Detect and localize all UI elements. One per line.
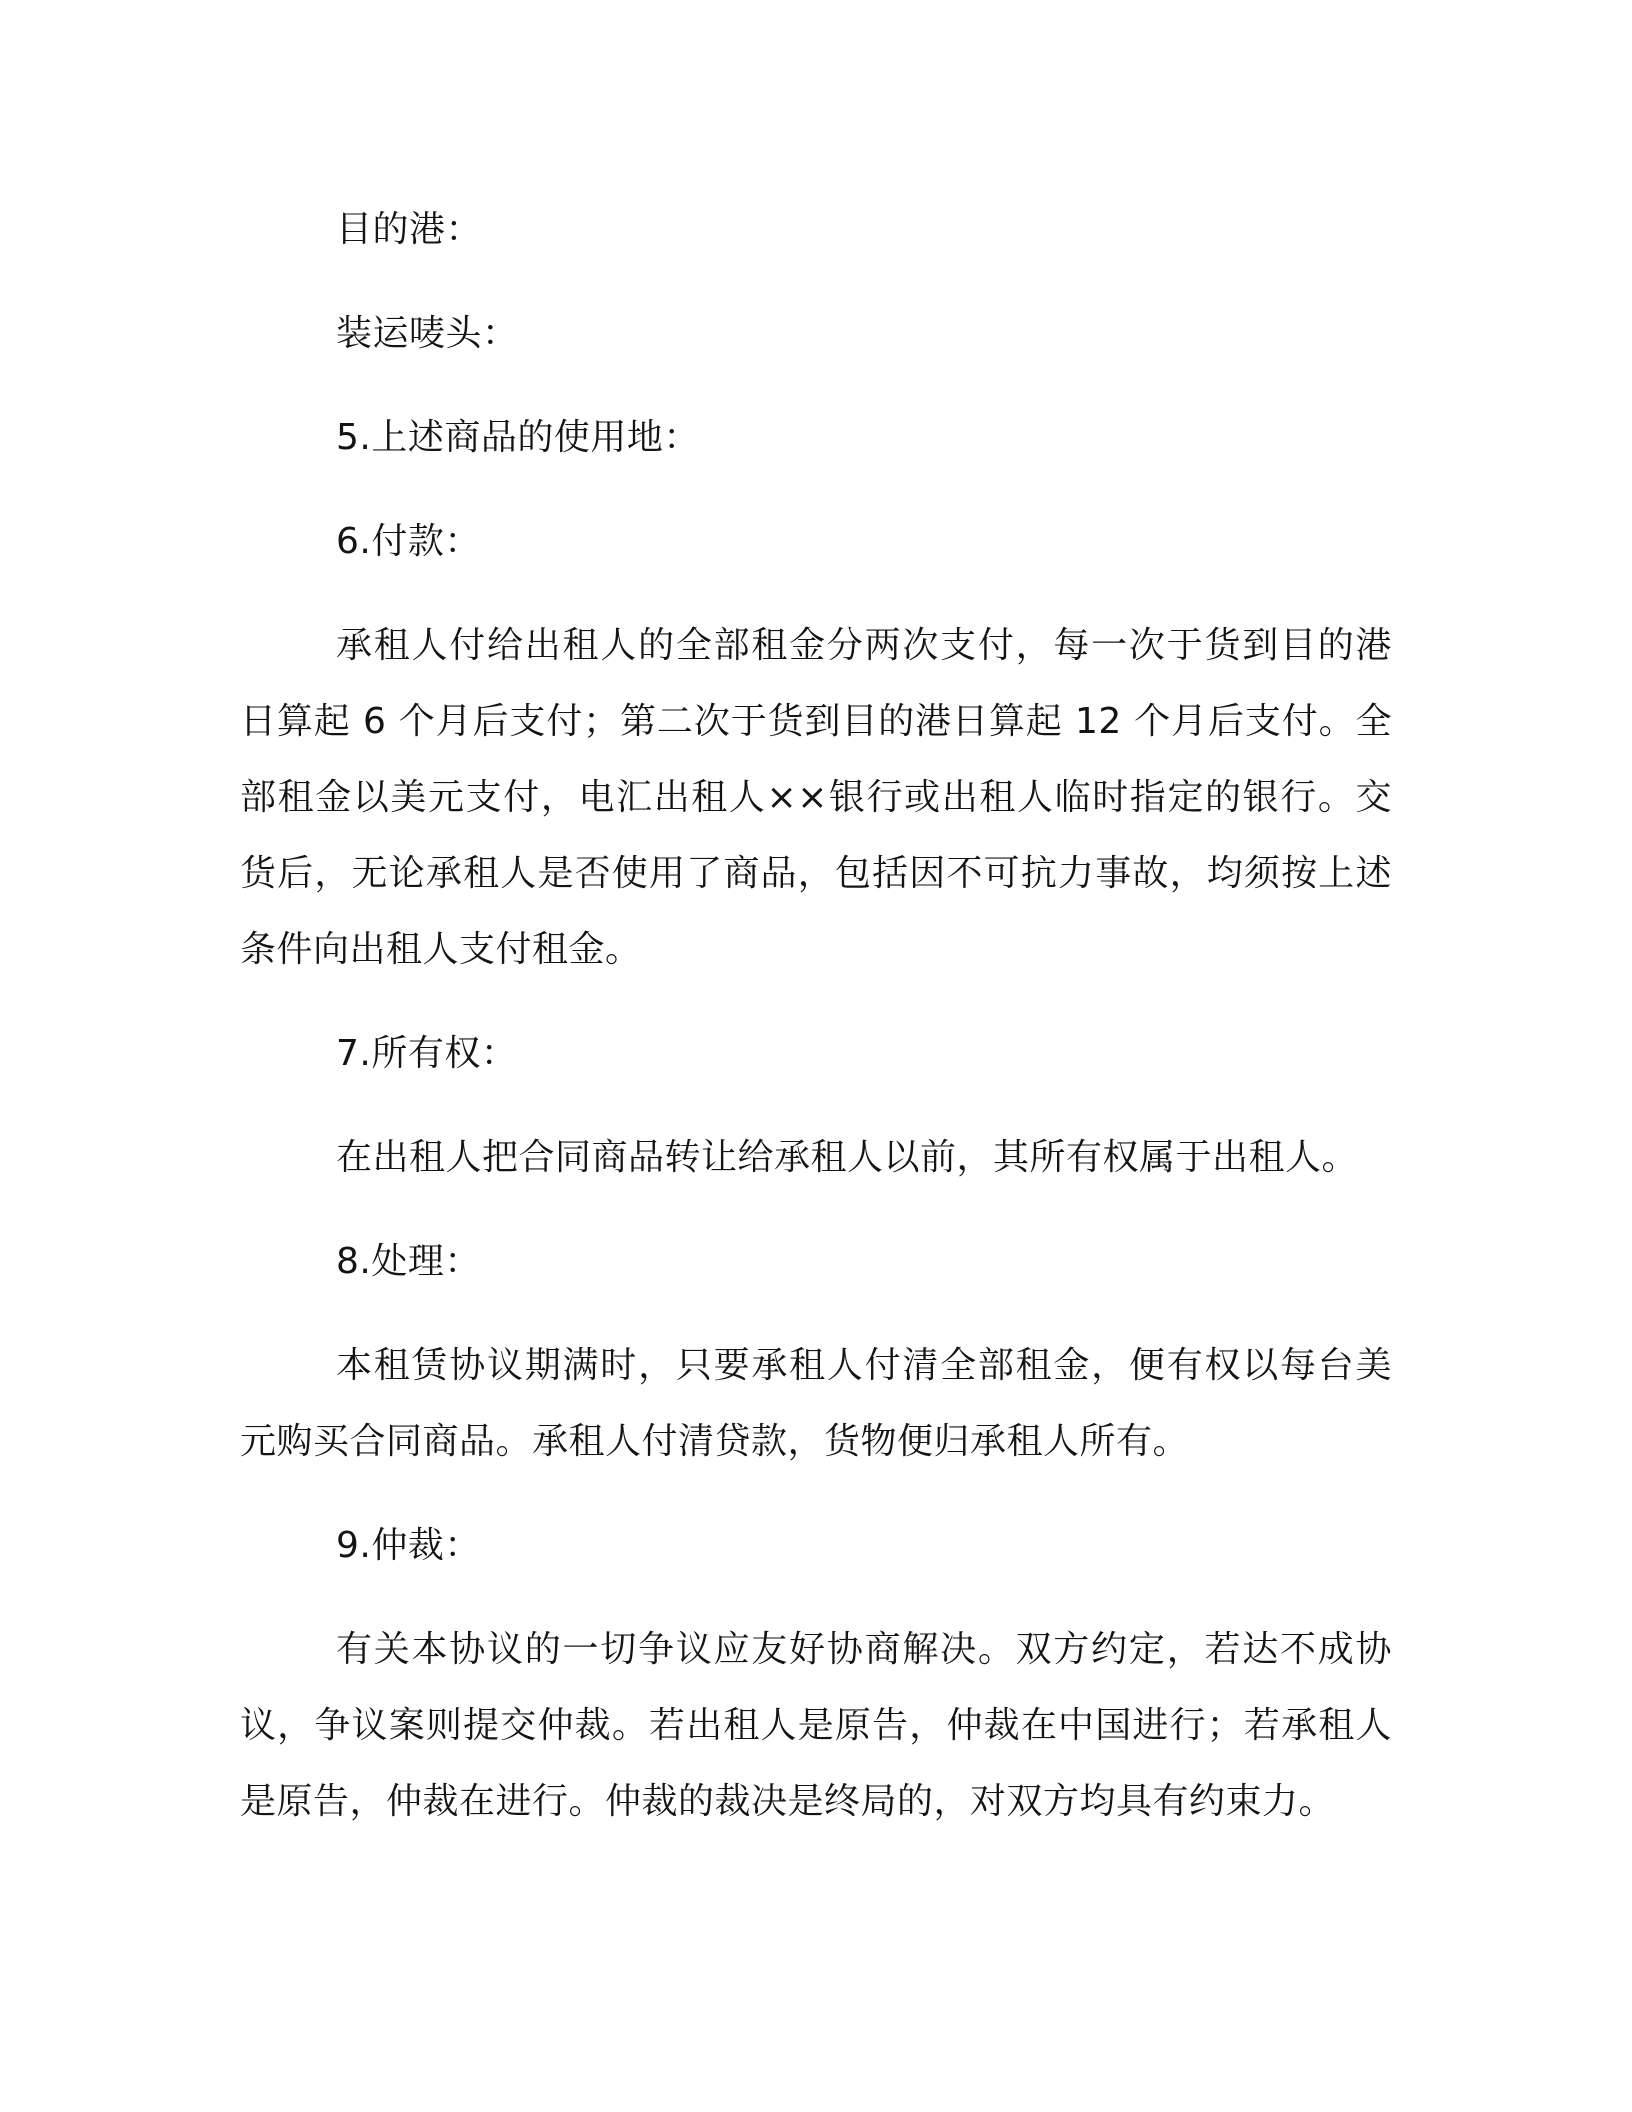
section-7-paragraph: 在出租人把合同商品转让给承租人以前，其所有权属于出租人。 [336,1137,1359,1178]
section-9-heading: 9.仲裁： [336,1525,481,1566]
section-5-heading: 5.上述商品的使用地： [336,417,700,458]
destination-port-label: 目的港： [336,209,483,250]
section-7-heading: 7.所有权： [336,1033,518,1074]
section-6-heading: 6.付款： [336,521,481,562]
shipping-mark-label: 装运唛头： [336,313,519,354]
section-8-paragraph: 本租赁协议期满时，只要承租人付清全部租金，便有权以每台美元购买合同商品。承租人付清贷款，货物便归承租人所有。 [240,1345,1392,1462]
section-9-paragraph: 有关本协议的一切争议应友好协商解决。双方约定，若达不成协议，争议案则提交仲裁。若出租人是原告，仲裁在中国进行；若承租人是原告，仲裁在进行。仲裁的裁决是终局的，对双方均具有约束力。 [240,1629,1392,1822]
section-6-paragraph: 承租人付给出租人的全部租金分两次支付，每一次于货到目的港日算起 6 个月后支付；第二次于货到目的港日算起 12 个月后支付。全部租金以美元支付，电汇出租人××银行或出租人临时指定的银行。交货后，无论承租人是否使用了商品，包括因不可抗力事故，均须按上述条件向出租人支付租金。 [240,625,1392,970]
section-8-heading: 8.处理： [336,1241,481,1282]
document-body [240,192,1392,1868]
